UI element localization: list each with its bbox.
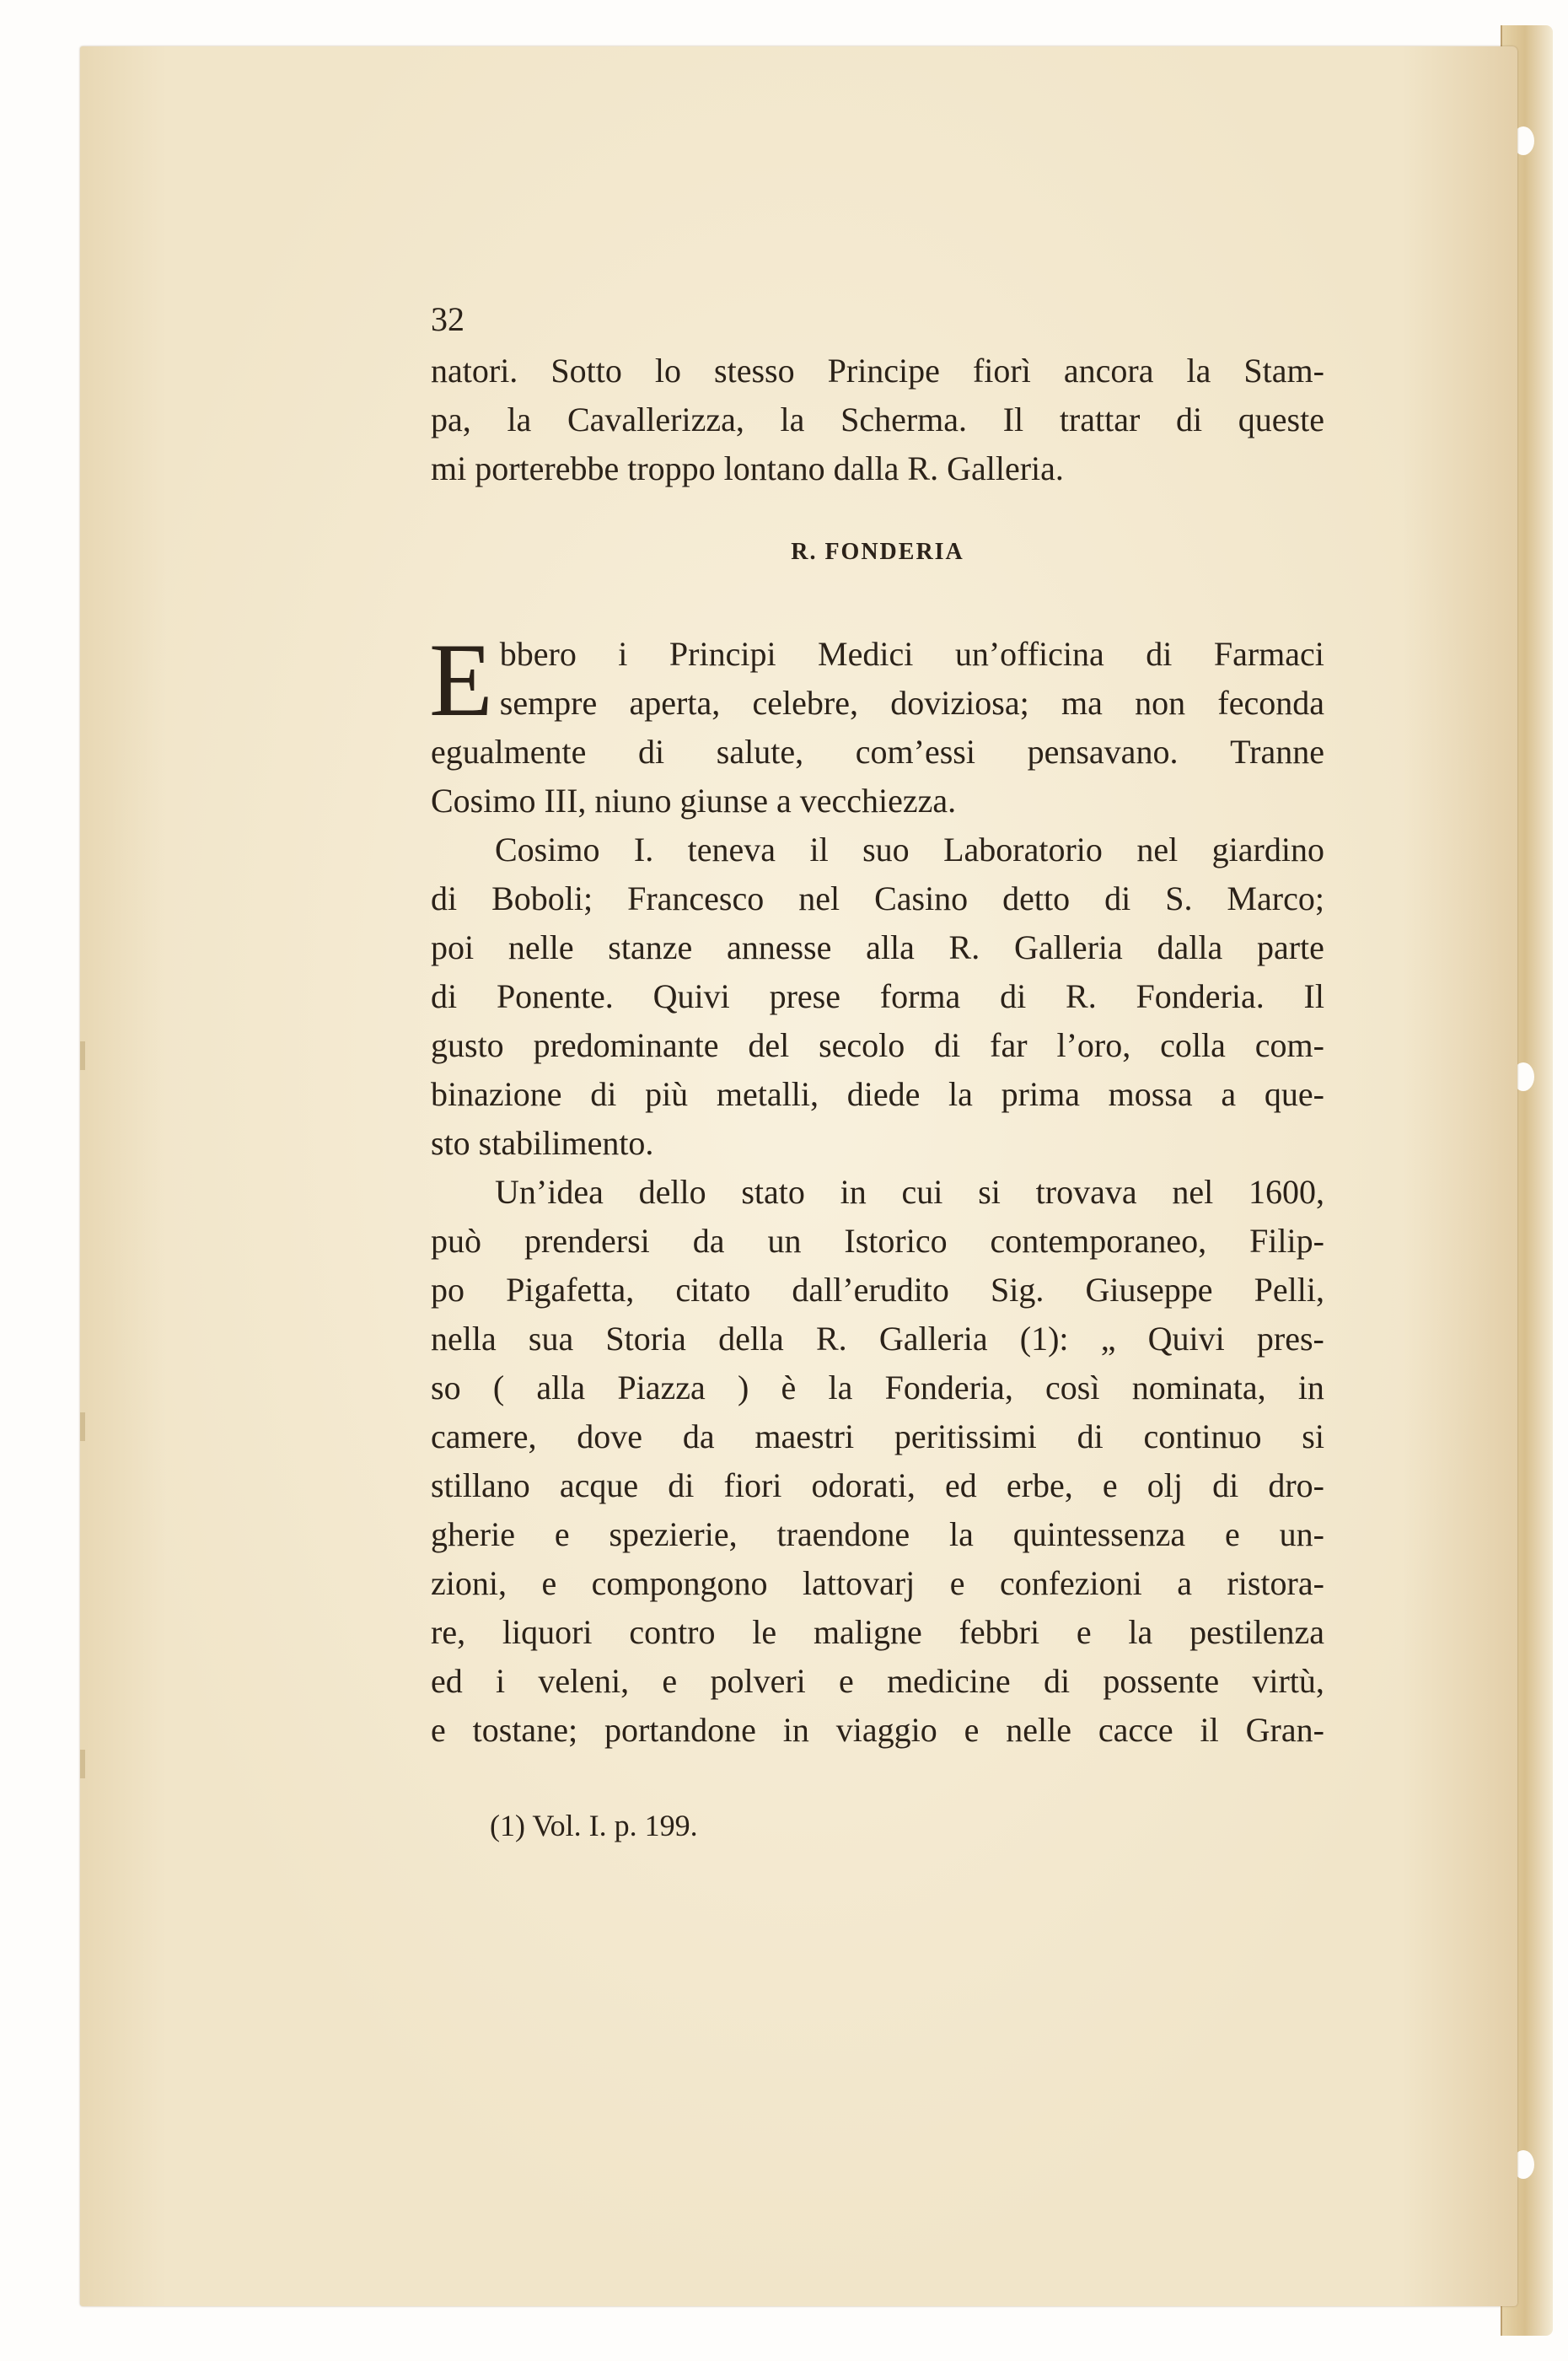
- word: si: [1302, 1417, 1324, 1455]
- word: lo: [654, 352, 681, 390]
- word: cui: [901, 1173, 943, 1211]
- word: ): [737, 1369, 749, 1406]
- word: acque: [559, 1466, 639, 1504]
- text-line: [431, 1070, 1324, 1119]
- word: non: [1135, 684, 1186, 722]
- word: Boboli;: [491, 879, 593, 917]
- word: Fonderia.: [1136, 977, 1265, 1015]
- word: dro-: [1268, 1466, 1324, 1504]
- section-heading: R. FONDERIA: [791, 539, 964, 565]
- word: liquori: [502, 1613, 593, 1651]
- word: pestilenza: [1189, 1613, 1324, 1651]
- word: la: [507, 401, 532, 438]
- word: a: [1177, 1564, 1192, 1602]
- word: Storia: [605, 1320, 686, 1358]
- word: la: [948, 1075, 973, 1113]
- word: un’officina: [954, 635, 1104, 673]
- text-line: [431, 347, 1324, 395]
- word: dall’erudito: [792, 1271, 949, 1309]
- word: fiorì: [972, 352, 1031, 390]
- word: di: [590, 1075, 617, 1113]
- word: la: [1186, 352, 1211, 390]
- word: Stam-: [1243, 352, 1324, 390]
- word: Filip-: [1249, 1222, 1324, 1260]
- word: dello: [638, 1173, 706, 1211]
- page-text: [431, 299, 1324, 1846]
- word: po: [431, 1271, 464, 1309]
- word: camere,: [431, 1417, 537, 1455]
- word: e: [554, 1515, 570, 1553]
- word: la: [949, 1515, 974, 1553]
- word: celebre,: [752, 684, 858, 722]
- text-line: [431, 1559, 1324, 1608]
- text-line: [431, 1510, 1324, 1559]
- word: il: [809, 831, 829, 869]
- word: giardino: [1211, 831, 1324, 869]
- drop-cap: E: [429, 622, 493, 738]
- word: e: [949, 1564, 965, 1602]
- text-line: [431, 1706, 1324, 1755]
- word: Principe: [827, 352, 940, 390]
- stitch-mark: [80, 1412, 85, 1441]
- word: trovava: [1035, 1173, 1137, 1211]
- word: di: [1175, 401, 1203, 438]
- word: Giuseppe: [1085, 1271, 1213, 1309]
- word: da: [682, 1417, 715, 1455]
- word: Casino: [874, 879, 969, 917]
- word: in: [840, 1173, 867, 1211]
- word: quintessenza: [1012, 1515, 1186, 1553]
- word: e: [662, 1662, 678, 1700]
- footnote: (1) Vol. I. p. 199.: [490, 1809, 698, 1842]
- word: Scherma.: [840, 401, 968, 438]
- word: Galleria: [1013, 928, 1123, 966]
- word: olj: [1146, 1466, 1183, 1504]
- word: Galleria: [878, 1320, 988, 1358]
- word: (: [492, 1369, 505, 1406]
- word: di: [934, 1026, 961, 1064]
- word: detto: [1002, 879, 1071, 917]
- word: citato: [675, 1271, 751, 1309]
- word: i: [618, 635, 628, 673]
- word: possente: [1103, 1662, 1220, 1700]
- word: (1):: [1019, 1320, 1069, 1358]
- word: dove: [577, 1417, 643, 1455]
- word: pensavano.: [1027, 733, 1179, 771]
- word: in: [782, 1711, 809, 1749]
- word: Laboratorio: [943, 831, 1103, 869]
- word: di: [1146, 635, 1173, 673]
- word: teneva: [687, 831, 776, 869]
- text-line: mi porterebbe troppo lontano dalla R. Galleria.: [431, 449, 1064, 487]
- word: ancora: [1063, 352, 1154, 390]
- word: può: [431, 1222, 481, 1260]
- word: la: [828, 1369, 853, 1406]
- word: e: [1102, 1466, 1118, 1504]
- word: nel: [1172, 1173, 1214, 1211]
- paragraph-2: [431, 826, 1324, 1168]
- word: cacce: [1098, 1711, 1173, 1749]
- word: continuo: [1143, 1417, 1262, 1455]
- word: nel: [798, 879, 840, 917]
- word: a: [1221, 1075, 1237, 1113]
- word: prendersi: [524, 1222, 650, 1260]
- word: R.: [815, 1320, 847, 1358]
- word: Marco;: [1227, 879, 1324, 917]
- word: da: [692, 1222, 725, 1260]
- word: R.: [948, 928, 980, 966]
- word: Sotto: [550, 352, 622, 390]
- word: e: [541, 1564, 557, 1602]
- word: stanze: [608, 928, 693, 966]
- text-line: [431, 874, 1324, 923]
- word: un: [767, 1222, 802, 1260]
- word: di: [1077, 1417, 1104, 1455]
- word: ed: [431, 1662, 463, 1700]
- word: Piazza: [617, 1369, 706, 1406]
- word: così: [1045, 1369, 1100, 1406]
- text-line: [431, 1608, 1324, 1657]
- word: Quivi: [652, 977, 730, 1015]
- word: mossa: [1108, 1075, 1193, 1113]
- word: fiori: [723, 1466, 782, 1504]
- text-line: [431, 972, 1324, 1021]
- word: doviziosa;: [890, 684, 1029, 722]
- stitch-mark: [80, 1750, 85, 1778]
- intro-paragraph: [431, 347, 1324, 493]
- word: Pigafetta,: [506, 1271, 635, 1309]
- word: prese: [769, 977, 840, 1015]
- word: il: [1200, 1711, 1219, 1749]
- word: nominata,: [1131, 1369, 1266, 1406]
- word: secolo: [819, 1026, 905, 1064]
- word: sempre: [499, 684, 598, 722]
- word: pres-: [1256, 1320, 1324, 1358]
- word: com-: [1254, 1026, 1324, 1064]
- word: e: [839, 1662, 854, 1700]
- word: lattovarj: [802, 1564, 916, 1602]
- word: nelle: [507, 928, 574, 966]
- word: la: [1128, 1613, 1153, 1651]
- word: Fonderia,: [884, 1369, 1013, 1406]
- word: que-: [1264, 1075, 1324, 1113]
- word: dalla: [1157, 928, 1223, 966]
- word: e: [431, 1711, 446, 1749]
- word: Il: [1303, 977, 1324, 1015]
- text-line: [431, 1266, 1324, 1315]
- word: un-: [1279, 1515, 1324, 1553]
- word: tostane;: [472, 1711, 578, 1749]
- text-line: [431, 1363, 1324, 1412]
- word: l’oro,: [1056, 1026, 1131, 1064]
- word: e: [1224, 1515, 1240, 1553]
- word: Istorico: [844, 1222, 948, 1260]
- text-line: [431, 826, 1324, 874]
- word: erbe,: [1006, 1466, 1073, 1504]
- word: so: [431, 1369, 461, 1406]
- word: Quivi: [1147, 1320, 1225, 1358]
- word: la: [780, 401, 805, 438]
- text-line: sto stabilimento.: [431, 1124, 654, 1162]
- word: pa,: [431, 401, 471, 438]
- word: „: [1100, 1320, 1116, 1358]
- word: 1600,: [1248, 1173, 1324, 1211]
- word: spezierie,: [609, 1515, 738, 1553]
- word: ed: [944, 1466, 977, 1504]
- text-line: [431, 1315, 1324, 1363]
- word: di: [431, 977, 458, 1015]
- word: è: [781, 1369, 797, 1406]
- word: feconda: [1217, 684, 1324, 722]
- word: poi: [431, 928, 475, 966]
- word: gherie: [431, 1515, 515, 1553]
- word: annesse: [726, 928, 832, 966]
- word: egualmente: [431, 733, 587, 771]
- word: R.: [1066, 977, 1097, 1015]
- word: febbri: [959, 1613, 1040, 1651]
- word: re,: [431, 1613, 466, 1651]
- word: confezioni: [999, 1564, 1142, 1602]
- word: Ponente.: [496, 977, 614, 1015]
- word: del: [748, 1026, 790, 1064]
- word: Farmaci: [1213, 635, 1324, 673]
- text-line: [431, 1168, 1324, 1217]
- word: metalli,: [716, 1075, 819, 1113]
- word: I.: [633, 831, 654, 869]
- word: trattar: [1059, 401, 1141, 438]
- text-line: [431, 1021, 1324, 1070]
- word: natori.: [431, 352, 518, 390]
- text-line: [431, 1461, 1324, 1510]
- word: le: [752, 1613, 777, 1651]
- word: contemporaneo,: [990, 1222, 1207, 1260]
- word: com’essi: [855, 733, 975, 771]
- word: virtù,: [1252, 1662, 1324, 1700]
- word: maligne: [813, 1613, 922, 1651]
- word: polveri: [710, 1662, 806, 1700]
- text-line: [431, 1657, 1324, 1706]
- word: compongono: [591, 1564, 768, 1602]
- word: più: [645, 1075, 689, 1113]
- word: di: [1043, 1662, 1071, 1700]
- word: medicine: [887, 1662, 1011, 1700]
- word: di: [1000, 977, 1027, 1015]
- word: viaggio: [835, 1711, 937, 1749]
- word: traendone: [776, 1515, 910, 1553]
- text-line: [431, 728, 1324, 777]
- word: stato: [741, 1173, 805, 1211]
- word: aperta,: [629, 684, 721, 722]
- word: sua: [528, 1320, 574, 1358]
- word: veleni,: [538, 1662, 630, 1700]
- word: Cosimo: [495, 831, 600, 869]
- text-line: [500, 630, 1324, 679]
- word: stesso: [714, 352, 795, 390]
- word: e: [1076, 1613, 1092, 1651]
- word: i: [496, 1662, 506, 1700]
- word: forma: [879, 977, 961, 1015]
- word: ma: [1061, 684, 1103, 722]
- word: alla: [536, 1369, 586, 1406]
- word: della: [718, 1320, 784, 1358]
- word: odorati,: [811, 1466, 916, 1504]
- word: Medici: [818, 635, 914, 673]
- word: Il: [1002, 401, 1024, 438]
- word: peritissimi: [894, 1417, 1037, 1455]
- word: Cavallerizza,: [567, 401, 744, 438]
- word: predominante: [533, 1026, 719, 1064]
- word: maestri: [754, 1417, 855, 1455]
- word: di: [431, 879, 458, 917]
- text-line: [500, 679, 1324, 728]
- word: far: [990, 1026, 1028, 1064]
- word: Tranne: [1230, 733, 1324, 771]
- word: Sig.: [991, 1271, 1044, 1309]
- word: parte: [1256, 928, 1324, 966]
- word: prima: [1001, 1075, 1080, 1113]
- word: Un’idea: [495, 1173, 604, 1211]
- word: nella: [431, 1320, 497, 1358]
- word: queste: [1238, 401, 1324, 438]
- text-line: [431, 1217, 1324, 1266]
- word: S.: [1165, 879, 1193, 917]
- word: contro: [629, 1613, 716, 1651]
- word: di: [1212, 1466, 1239, 1504]
- text-line: [431, 395, 1324, 444]
- word: salute,: [716, 733, 804, 771]
- text-line: [431, 923, 1324, 972]
- text-line: Cosimo III, niuno giunse a vecchiezza.: [431, 782, 957, 820]
- word: e: [964, 1711, 980, 1749]
- word: portandone: [604, 1711, 756, 1749]
- page-number: 32: [431, 300, 464, 338]
- word: nelle: [1006, 1711, 1071, 1749]
- word: binazione: [431, 1075, 562, 1113]
- word: Gran-: [1245, 1711, 1324, 1749]
- paragraph-3: [431, 1168, 1324, 1755]
- word: Principi: [669, 635, 776, 673]
- word: di: [638, 733, 665, 771]
- word: bbero: [499, 635, 577, 673]
- word: in: [1297, 1369, 1324, 1406]
- word: Pelli,: [1254, 1271, 1324, 1309]
- word: di: [1104, 879, 1131, 917]
- word: alla: [866, 928, 915, 966]
- text-line: [431, 1412, 1324, 1461]
- word: nel: [1136, 831, 1179, 869]
- word: gusto: [431, 1026, 504, 1064]
- word: zioni,: [431, 1564, 507, 1602]
- word: Francesco: [627, 879, 765, 917]
- word: ristora-: [1227, 1564, 1324, 1602]
- word: stillano: [431, 1466, 530, 1504]
- paragraph-1: [429, 622, 1324, 826]
- word: di: [668, 1466, 695, 1504]
- word: diede: [846, 1075, 921, 1113]
- word: suo: [862, 831, 910, 869]
- word: colla: [1160, 1026, 1226, 1064]
- stitch-mark: [80, 1041, 85, 1070]
- word: si: [978, 1173, 1001, 1211]
